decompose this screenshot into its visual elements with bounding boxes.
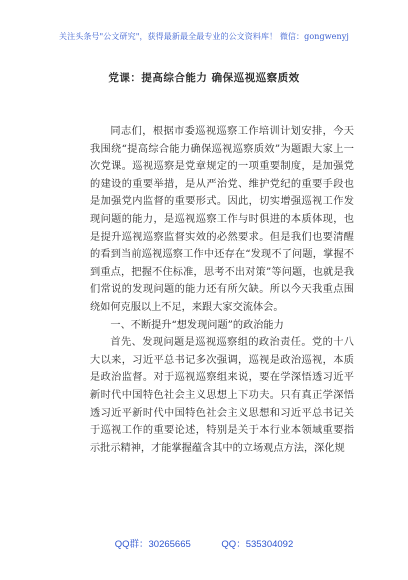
footer-qq-group: QQ群：30265665 — [114, 539, 191, 550]
document-body — [90, 123, 354, 457]
footer-qq: QQ：535304092 — [221, 539, 294, 550]
intro-paragraph: 同志们，根据市委巡视巡察工作培训计划安排，今天我围绕“提高综合能力确保巡视巡察质效”为题跟大家上一次党课。巡视巡察是党章规定的一项重要制度，是加强党的建设的重要举措，是从严治党、维护党纪的重要手段也是加强党内监督的重要形式。因此，切实增强巡视工作发现问题的能力，是巡视巡察工作与时俱进的本质体现，也是提升巡视巡察监督实效的必然要求。但是我们也要清醒的看到当前巡视巡察工作中还存在“发现不了问题，掌握不到重点，把握不住标准，思考不出对策”等问题，也就是我们常说的发现问题的能力还有所欠缺。所以今天我重点围绕如何克服以上不足，来跟大家交流体会。 — [90, 126, 354, 313]
section-heading: 一、不断提升“想发现问题”的政治能力 — [110, 319, 284, 331]
footer-contact — [0, 536, 408, 550]
header-promo-text: 关注头条号"公文研究"，获得最新最全最专业的公文资料库！ 微信：gongwenyj — [59, 32, 349, 41]
section-paragraph: 首先、发现问题是巡视巡察组的政治责任。党的十八大以来，习近平总书记多次强调，巡视是政治巡视，本质是政治监督。对于巡视巡察组来说，要在学深悟透习近平新时代中国特色社会主义思想上下功夫。只有真正学深悟透习近平新时代中国特色社会主义思想和习近平总书记关于巡视工作的重要论述，特别是关于本行业本领域重要指示批示精神，才能掌握蕴含其中的立场观点方法，深化规 — [90, 337, 354, 454]
page-title: 党课：提高综合能力 确保巡视巡察质效 — [108, 72, 300, 84]
